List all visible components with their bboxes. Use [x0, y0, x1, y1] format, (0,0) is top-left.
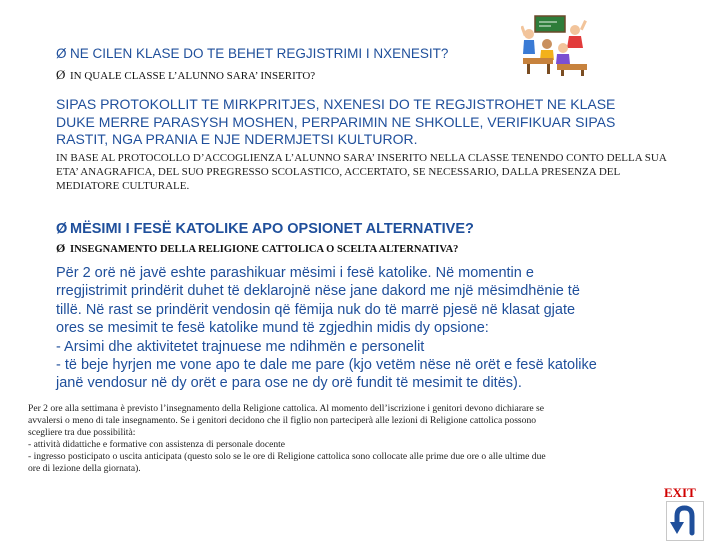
question-1-albanian [56, 46, 448, 61]
question-1-italian [56, 67, 315, 83]
classroom-clipart-icon [521, 14, 589, 76]
answer-2-italian-line: - ingresso posticipato o uscita anticipata (questo solo se le ore di Religione cattolica sono collocate alle prime due ore o alle ultime due [28, 451, 546, 462]
u-turn-arrow-icon [667, 502, 703, 540]
question-2-albanian [56, 221, 474, 237]
answer-2-italian-line: ore di lezione della giornata). [28, 463, 141, 474]
question-2-italian-text: INSEGNAMENTO DELLA RELIGIONE CATTOLICA O SCELTA ALTERNATIVA? [70, 244, 459, 255]
question-2-italian [56, 241, 458, 256]
return-button[interactable] [666, 501, 704, 541]
answer-2-albanian-line: rregjistrimit prindërit duhet të deklarojnë nëse jane dakord me një mësimdhënie të [56, 283, 580, 300]
answer-2-albanian-line: tillë. Në rast se prindërit vendosin që fëmija nuk do të marrë pjesë në klasat gjate [56, 301, 576, 318]
answer-2-albanian-line: - Arsimi dhe aktivitetet trajnuese me ndihmën e personelit [56, 338, 425, 355]
answer-2-italian [28, 403, 683, 475]
answer-2-albanian-line: janë vendosur në dy orët e para ose ne dy orë fundit të mesimit te ditës). [56, 375, 522, 392]
answer-2-albanian-line: Për 2 orë në javë eshte parashikuar mësimi i fesë katolike. Në momentin e [56, 265, 534, 281]
bullet-arrow: Ø [56, 221, 68, 237]
bullet-arrow: Ø [56, 46, 67, 61]
answer-1-albanian: SIPAS PROTOKOLLIT TE MIRKPRITJES, NXENESI DO TE REGJISTROHET NE KLASE DUKE MERRE PARASYSH MOSHEN, PERPARIMIN NE SHKOLLE, VERIFIKUAR SIPAS RASTIT, NGA PRANIA E NJE NDERMJETSI KULTUROR. [56, 96, 616, 147]
answer-2-italian-line: avvalersi o meno di tale insegnamento. Se i genitori decidono che il figlio non parteciperà alle lezioni di Religione cattolica possono [28, 415, 537, 426]
bullet-arrow: Ø [56, 67, 66, 82]
answer-2-italian-line: Per 2 ore alla settimana è previsto l’insegnamento della Religione cattolica. Al momento dell’iscrizione i genitori devono dichiarare se [28, 403, 545, 414]
answer-2-albanian [56, 264, 666, 393]
exit-link[interactable]: EXIT [664, 485, 696, 500]
bullet-arrow: Ø [56, 241, 66, 255]
answer-2-italian-line: - attività didattiche e formative con assistenza di personale docente [28, 439, 286, 450]
question-1-italian-text: IN QUALE CLASSE L’ALUNNO SARA’ INSERITO? [70, 70, 316, 82]
question-2-albanian-text: MËSIMI I FESË KATOLIKE APO OPSIONET ALTERNATIVE? [70, 221, 474, 237]
question-1-albanian-text: NE CILEN KLASE DO TE BEHET REGJISTRIMI I NXENESIT? [70, 46, 449, 61]
answer-2-italian-line: scegliere tra due possibilità: [28, 427, 136, 438]
answer-2-albanian-line: ores se mesimit te fesë katolike mund të zgjedhin midis dy opsione: [56, 320, 489, 337]
answer-1-italian: IN BASE AL PROTOCOLLO D’ACCOGLIENZA L’ALUNNO SARA’ INSERITO NELLA CLASSE TENENDO CONTO DELLA SUA ETA’ ANAGRAFICA, DEL SUO PREGRESSO SCOLASTICO, ACCERTATO, SE NECESSARIO, DALLA PRESENZA DEL MEDIATORE CULTURALE. [56, 152, 667, 192]
answer-2-albanian-line: - të beje hyrjen me vone apo te dale me pare (kjo vetëm nëse në orët e fesë katolike [56, 357, 597, 374]
